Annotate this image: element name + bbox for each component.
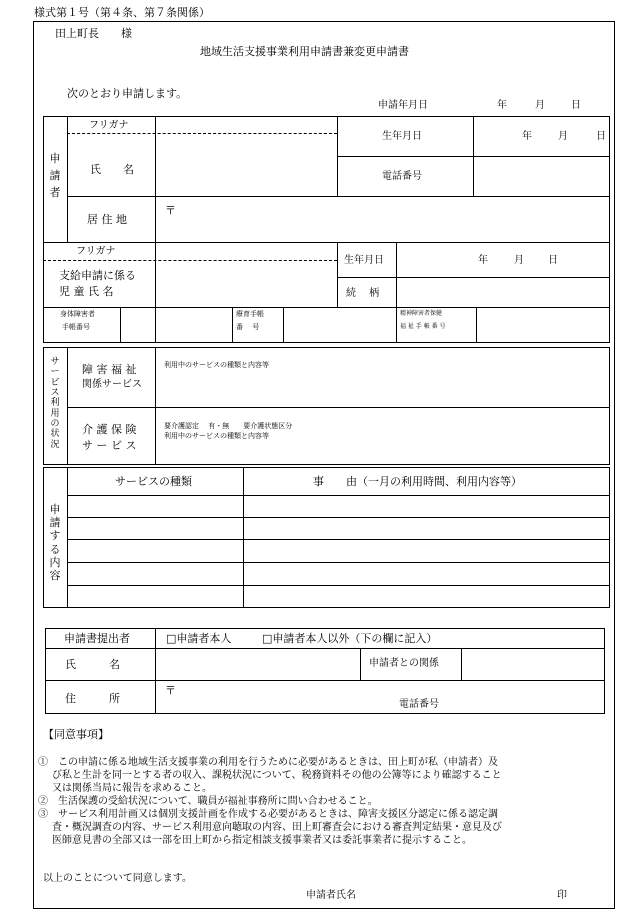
child-furigana-label: フリガナ xyxy=(76,246,116,257)
submitter-phone-label: 電話番号 xyxy=(399,699,439,710)
submitter-name-label: 氏 名 xyxy=(65,658,120,671)
applicant-postal-mark: 〒 xyxy=(165,204,176,217)
signature-label: 申請者氏名 xyxy=(306,890,356,901)
consent-item-1-line-1: ① この申請に係る地域生活支援事業の利用を行うために必要があるときは、田上町が私（申請者）及 xyxy=(38,757,498,768)
applicant-birth-month: 月 xyxy=(558,131,568,142)
child-birth-year: 年 xyxy=(478,255,488,266)
intro-text: 次のとおり申請します。 xyxy=(67,87,188,100)
submitter-option-other[interactable]: □申請者本人以外（下の欄に記入） xyxy=(262,632,438,645)
rehab-handbook-label-1: 療育手帳 xyxy=(236,310,264,318)
applicant-name-label: 氏 名 xyxy=(90,163,134,176)
applicant-address-label: 居 住 地 xyxy=(87,213,127,226)
application-date-month: 月 xyxy=(535,100,545,111)
care-service-label-1: 介 護 保 険 xyxy=(82,423,137,436)
welfare-service-note: 利用中のサービスの種類と内容等 xyxy=(164,361,269,369)
consent-item-3-line-1: ③ サービス利用計画又は個別支援計画を作成する必要があるときは、障害支援区分認定に係る認定調 xyxy=(38,809,498,820)
submitter-label: 申請書提出者 xyxy=(64,632,130,645)
seal-mark: 印 xyxy=(557,890,567,901)
addressee: 田上町長 様 xyxy=(55,27,132,40)
applicant-birth-label: 生年月日 xyxy=(382,131,422,142)
submitter-relation-label: 申請者との関係 xyxy=(369,658,439,669)
application-date-label: 申請年月日 xyxy=(378,100,428,111)
submitter-address-label: 住 所 xyxy=(65,692,120,705)
consent-item-3-line-2: 査・概況調査の内容、サービス利用意向聴取の内容、田上町審査会における審査判定結果・意見及び xyxy=(52,822,502,833)
consent-item-1-line-3: 又は関係当局に報告を求めること。 xyxy=(52,783,212,794)
child-relation-label: 続 柄 xyxy=(346,288,380,299)
physical-handbook-label-2: 手帳番号 xyxy=(62,323,90,331)
applicant-table xyxy=(43,116,610,343)
consent-closing: 以上のことについて同意します。 xyxy=(43,873,192,884)
child-birth-day: 日 xyxy=(548,255,558,266)
consent-item-3-line-3: 医師意見書の全部又は一部を田上町から指定相談支援事業者又は委託事業者に提示すること。 xyxy=(52,835,472,846)
applicant-birth-year: 年 xyxy=(522,131,532,142)
submitter-option-self[interactable]: □申請者本人 xyxy=(166,632,232,645)
application-date-day: 日 xyxy=(571,100,581,111)
mental-handbook-label-1: 精神障害者保健 xyxy=(400,310,443,317)
consent-item-1-line-2: び私と生計を同一とする者の収入、課税状況について、税務資料その他の公簿等により確認すること xyxy=(52,770,502,781)
applicant-phone-label: 電話番号 xyxy=(382,171,422,182)
submitter-postal-mark: 〒 xyxy=(165,684,176,697)
child-birth-label: 生年月日 xyxy=(344,255,384,266)
applicant-birth-day: 日 xyxy=(596,131,606,142)
rehab-handbook-label-2: 番 号 xyxy=(236,323,260,331)
service-type-column-header: サービスの種類 xyxy=(115,475,192,488)
care-service-note-1: 要介護認定 有・無 要介護状態区分 xyxy=(164,422,293,430)
care-service-note-2: 利用中のサービスの種類と内容等 xyxy=(164,432,269,440)
consent-item-2: ② 生活保護の受給状況について、職員が福祉事務所に問い合わせること。 xyxy=(38,796,378,807)
welfare-service-label-1: 障 害 福 祉 xyxy=(82,363,137,376)
applicant-furigana-label: フリガナ xyxy=(89,120,129,131)
care-service-label-2: サ ー ビ ス xyxy=(82,439,137,452)
mental-handbook-label-2: 福 祉 手 帳 番 号 xyxy=(400,323,446,330)
child-name-label-1: 支給申請に係る xyxy=(59,269,136,282)
form-number: 様式第１号（第４条、第７条関係） xyxy=(34,6,210,19)
application-content-group-label: 申請する内容 xyxy=(49,503,61,582)
welfare-service-label-2: 関係サービス xyxy=(82,379,142,390)
service-usage-group-label: サービス利用の状況 xyxy=(50,357,60,450)
child-name-label-2: 児 童 氏 名 xyxy=(59,285,114,298)
application-content-table xyxy=(43,467,610,608)
page-title: 地域生活支援事業利用申請書兼変更申請書 xyxy=(200,45,409,58)
applicant-group-label: 申請者 xyxy=(49,152,61,200)
consent-heading: 【同意事項】 xyxy=(43,728,109,741)
reason-column-header: 事 由（一月の利用時間、利用内容等） xyxy=(313,475,522,488)
child-birth-month: 月 xyxy=(514,255,524,266)
application-date-year: 年 xyxy=(497,100,507,111)
physical-handbook-label-1: 身体障害者 xyxy=(60,310,95,318)
